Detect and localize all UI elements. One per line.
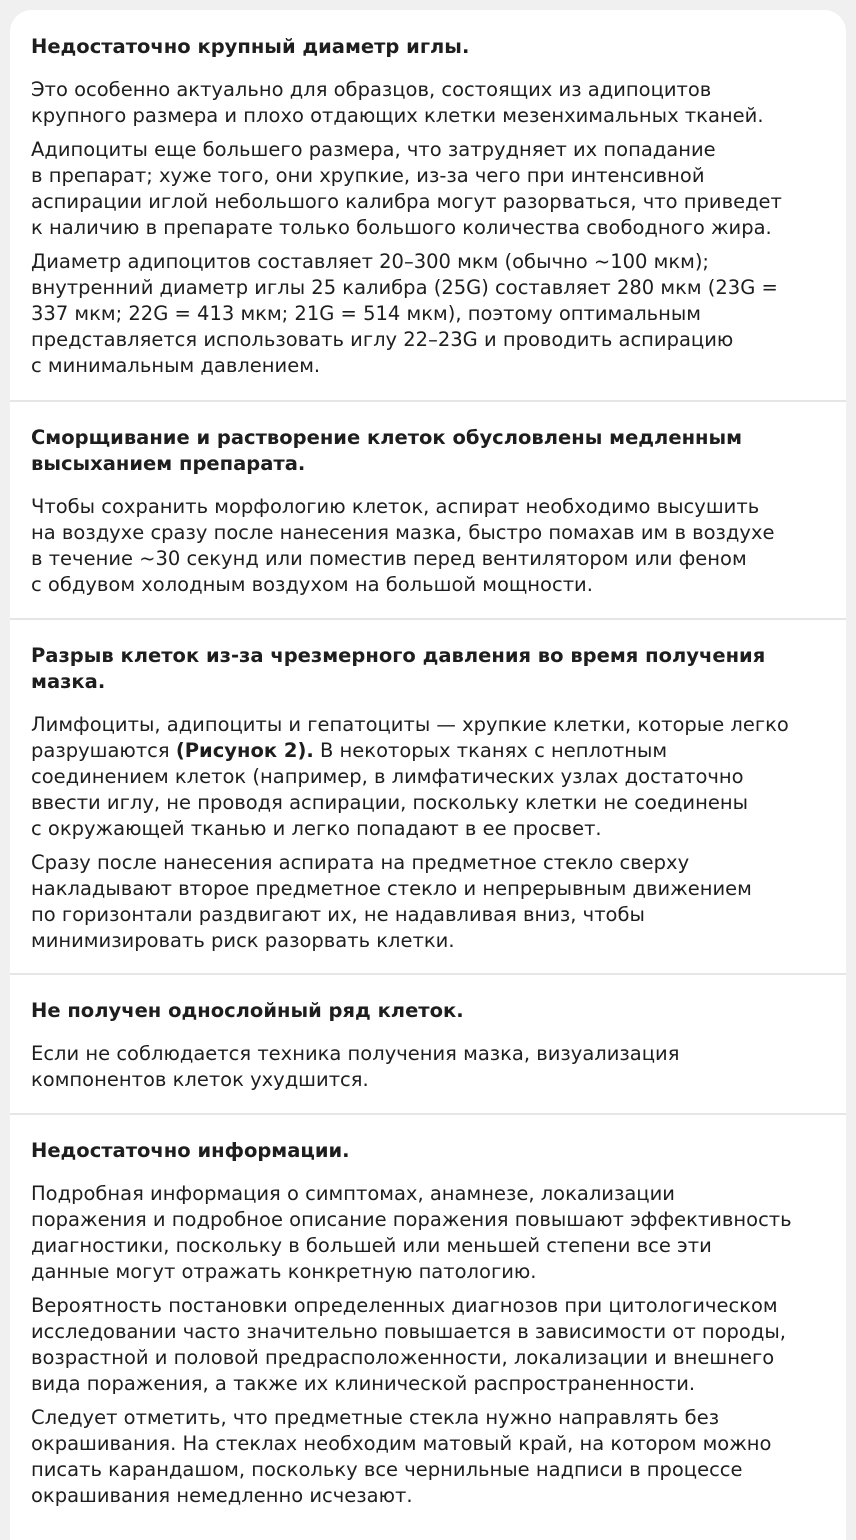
document-card (10, 10, 846, 1540)
section-divider (10, 400, 846, 402)
section-title: Разрыв клеток из-за чрезмерного давления во время получения мазка. (31, 644, 766, 693)
section-title: Недостаточно информации. (31, 1139, 350, 1162)
section-title: Недостаточно крупный диаметр иглы. (31, 35, 470, 58)
paragraph: Диаметр адипоцитов составляет 20–300 мкм (обычно ~100 мкм); внутренний диаметр иглы 25 калибра (25G) составляет 280 мкм (23G = 337 мкм; 22G = 413 мкм; 21G = 514 мкм), поэтому оптимальным представляется использовать иглу 22–23G и проводить аспирацию с минимальным давлением. (31, 250, 778, 377)
paragraph: Адипоциты еще большего размера, что затрудняет их попадание в препарат; хуже того, они хрупкие, из-за чего при интенсивной аспирации иглой небольшого калибра могут разорваться, что приведет к наличию в препарате только большого количества свободного жира. (31, 138, 782, 239)
paragraph: Если не соблюдается техника получения мазка, визуализация компонентов клеток ухудшится. (31, 1042, 680, 1091)
section-divider (10, 973, 846, 975)
paragraph: Сразу после нанесения аспирата на предметное стекло сверху накладывают второе предметное стекло и непрерывным движением по горизонтали раздвигают их, не надавливая вниз, чтобы минимизировать риск разорвать клетки. (31, 851, 752, 952)
section-title: Не получен однослойный ряд клеток. (31, 999, 464, 1022)
paragraph: Вероятность постановки определенных диагнозов при цитологическом исследовании часто значительно повышается в зависимости от породы, возрастной и половой предрасположенности, локализации и внешнего вида поражения, а также их клинической распространенности. (31, 1294, 786, 1395)
paragraph: Следует отметить, что предметные стекла нужно направлять без окрашивания. На стеклах необходим матовый край, на котором можно писать карандашом, поскольку все чернильные надписи в процессе окрашивания немедленно исчезают. (31, 1406, 772, 1507)
figure-reference: (Рисунок 2). (175, 739, 314, 762)
paragraph: Чтобы сохранить морфологию клеток, аспират необходимо высушить на воздухе сразу после нанесения мазка, быстро помахав им в воздухе в течение ~30 секунд или поместив перед вентилятором или феном с обдувом холодным воздухом на большой мощности. (31, 495, 775, 596)
paragraph: Лимфоциты, адипоциты и гепатоциты — хрупкие клетки, которые легко разрушаются (Рисунок 2). В некоторых тканях с неплотным соединением клеток (например, в лимфатических узлах достаточно ввести иглу, не проводя аспирации, поскольку клетки не соединены с окружающей тканью и легко попадают в ее просвет. (31, 713, 789, 840)
paragraph: Подробная информация о симптомах, анамнезе, локализации поражения и подробное описание поражения повышают эффективность диагностики, поскольку в большей или меньшей степени все эти данные могут отражать конкретную патологию. (31, 1182, 792, 1283)
section-title: Сморщивание и растворение клеток обусловлены медленным высыханием препарата. (31, 426, 743, 475)
section-divider (10, 618, 846, 620)
paragraph: Это особенно актуально для образцов, состоящих из адипоцитов крупного размера и плохо отдающих клетки мезенхимальных тканей. (31, 78, 764, 127)
section-divider (10, 1113, 846, 1115)
